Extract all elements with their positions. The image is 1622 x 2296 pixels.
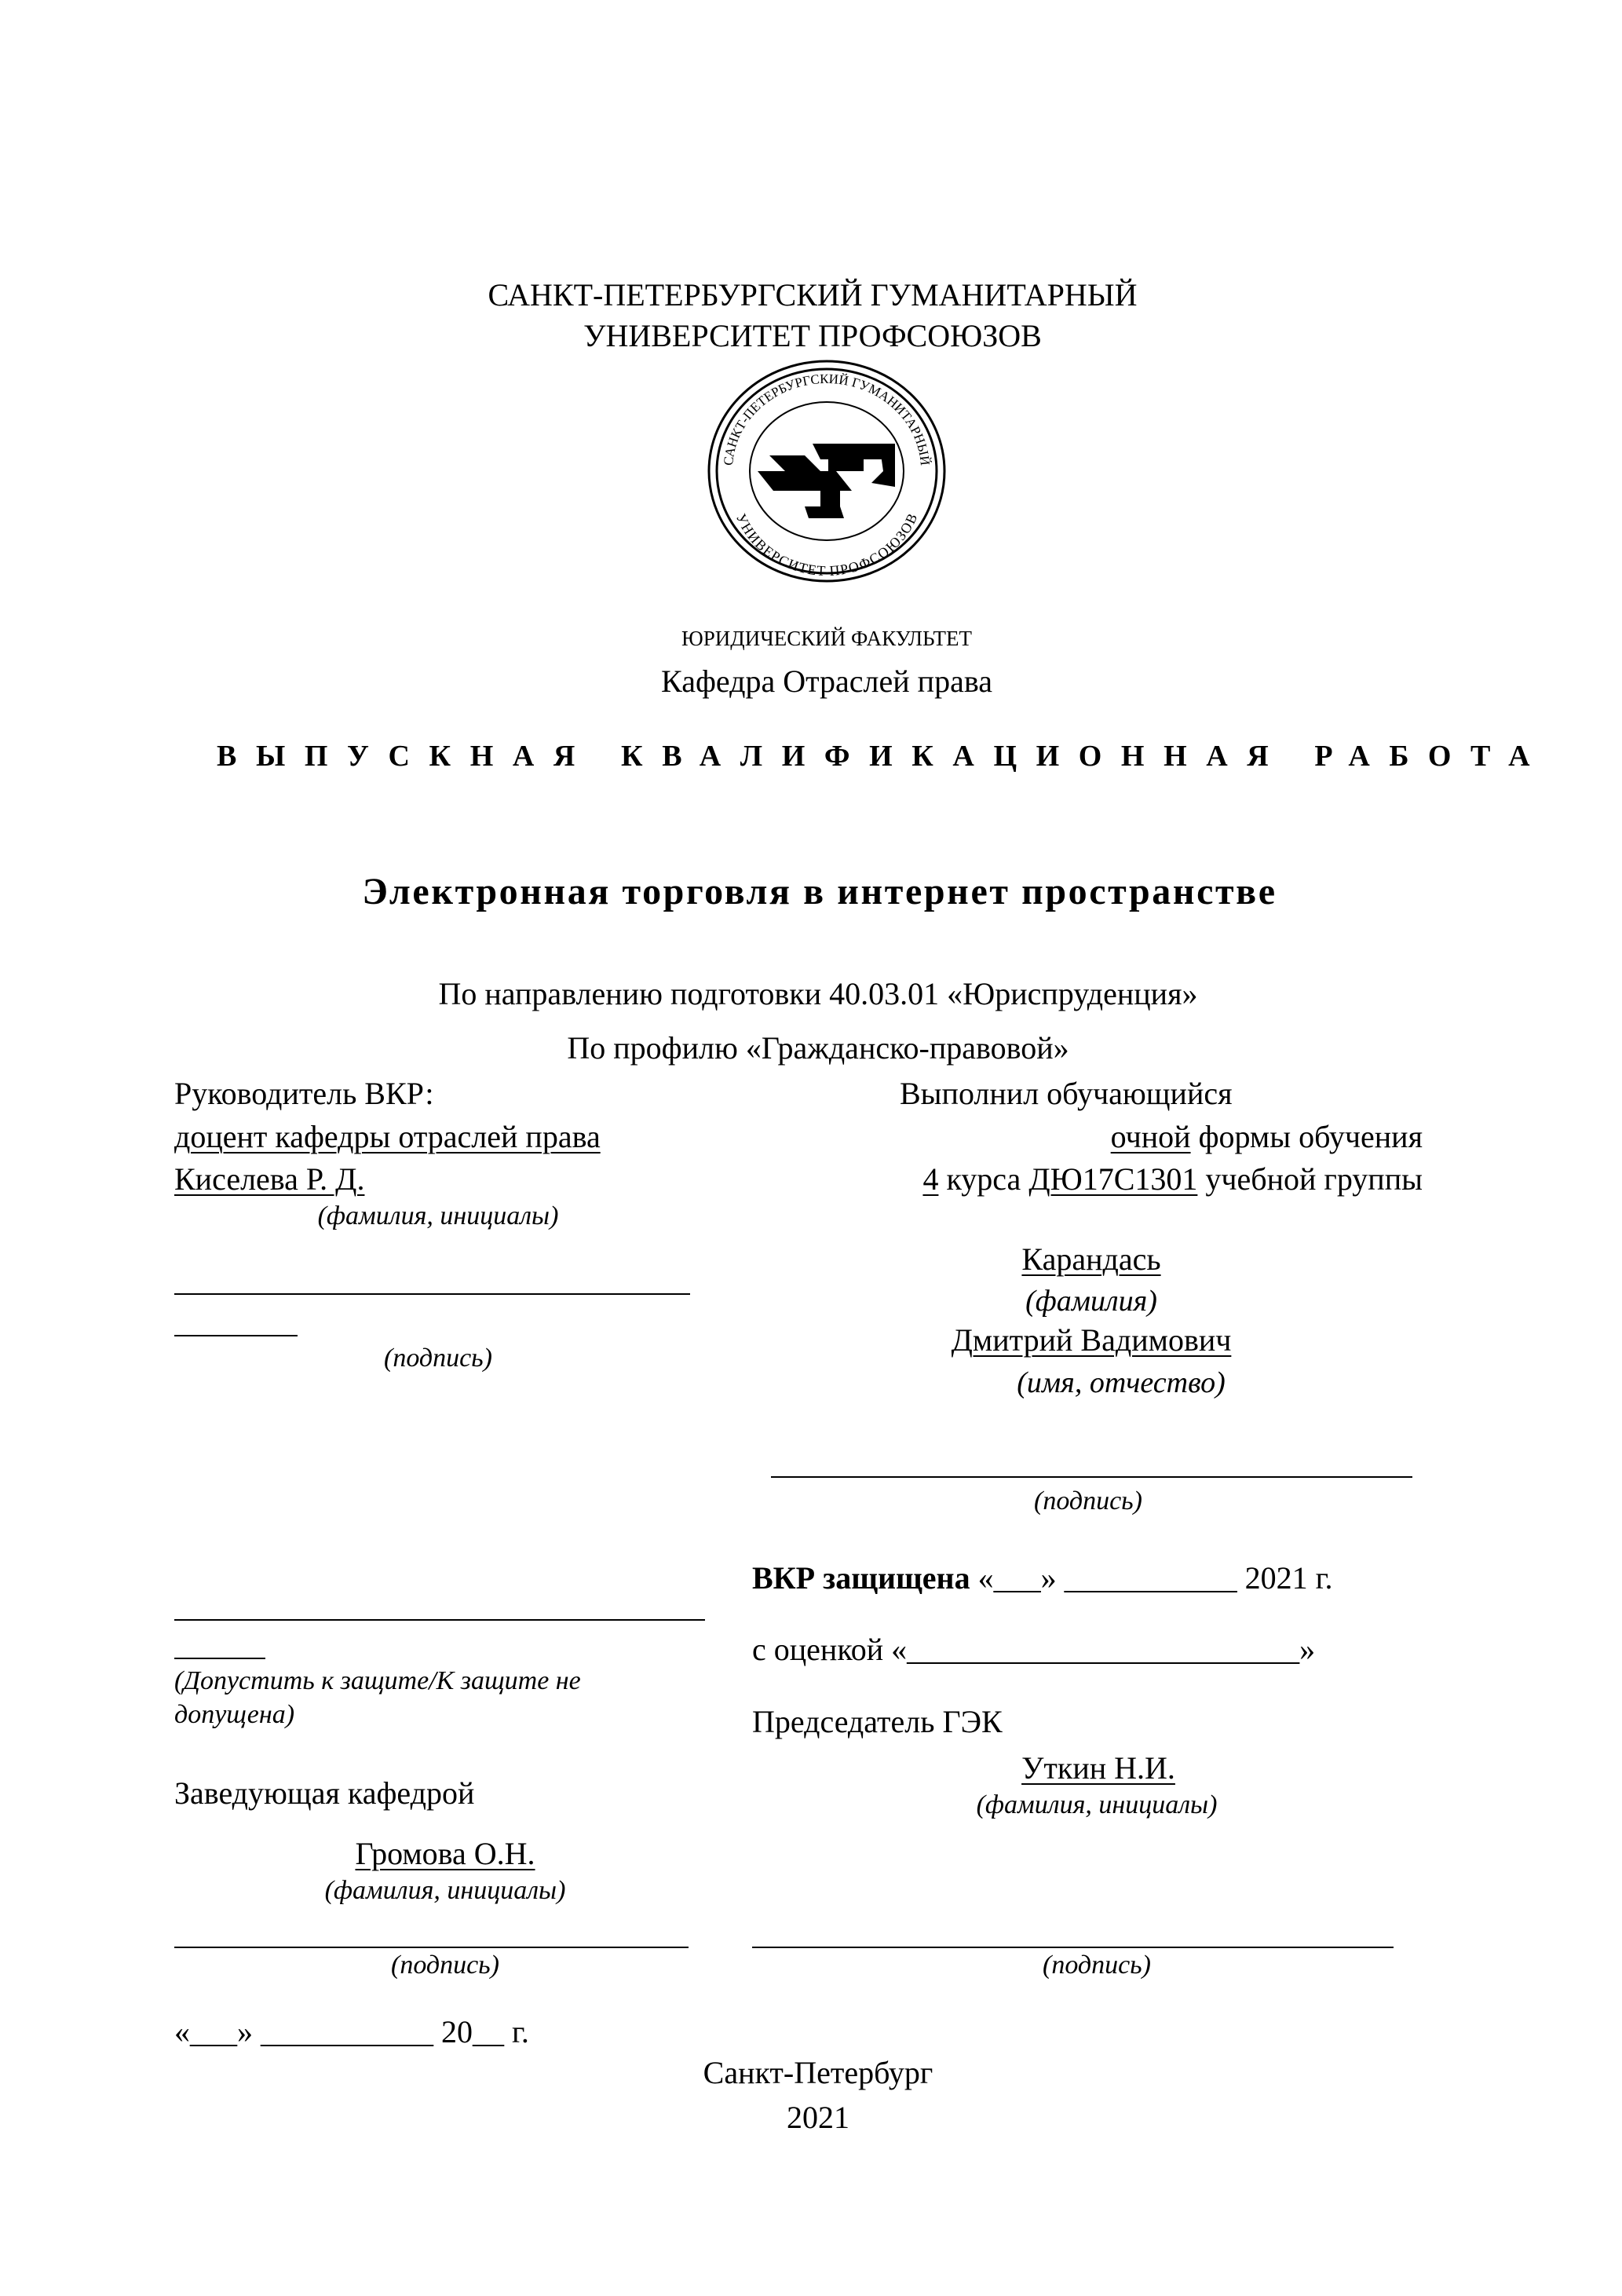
university-name-line2: УНИВЕРСИТЕТ ПРОФСОЮЗОВ <box>583 318 1042 353</box>
defense-date-text: «___» ___________ 2021 г. <box>970 1560 1333 1596</box>
student-signature-caption: (подпись) <box>1034 1486 1142 1515</box>
work-type: ВЫПУСКНАЯ КВАЛИФИКАЦИОННАЯ РАБОТА <box>217 740 1550 773</box>
defense-grade: с оценкой «_________________________» <box>752 1632 1316 1667</box>
study-form-value: очной <box>1110 1119 1191 1154</box>
university-logo <box>703 353 951 589</box>
direction: По направлению подготовки 40.03.01 «Юриспруденция» <box>438 976 1198 1011</box>
profile: По профилю «Гражданско-правовой» <box>567 1030 1069 1066</box>
group-value: ДЮ17С1301 <box>1028 1161 1198 1197</box>
defense-label: ВКР защищена <box>752 1560 970 1596</box>
student-surname-caption: (фамилия) <box>1025 1285 1157 1318</box>
course-value: 4 <box>922 1161 939 1197</box>
supervisor-position: доцент кафедры отраслей права <box>174 1119 601 1154</box>
logo-emblem-icon <box>758 444 895 518</box>
head-of-department-caption: (фамилия, инициалы) <box>324 1876 566 1905</box>
logo-text-bottom: УНИВЕРСИТЕТ ПРОФСОЮЗОВ <box>732 510 921 579</box>
supervisor-signature-caption: (подпись) <box>384 1344 492 1373</box>
supervisor-signature-line-cont <box>174 1335 298 1336</box>
svg-text:УНИВЕРСИТЕТ ПРОФСОЮЗОВ <box>733 511 920 579</box>
university-name-line1: САНКТ-ПЕТЕРБУРГСКИЙ ГУМАНИТАРНЫЙ <box>488 277 1138 313</box>
course-mid: курса <box>938 1161 1029 1197</box>
admission-line <box>174 1619 705 1621</box>
gek-signature-caption: (подпись) <box>1043 1951 1151 1980</box>
gek-chair-label: Председатель ГЭК <box>752 1704 1003 1739</box>
gek-signature-line <box>752 1947 1394 1948</box>
study-form-suffix: формы обучения <box>1190 1119 1423 1154</box>
student-study-form <box>1111 1121 1423 1153</box>
group-suffix: учебной группы <box>1197 1161 1423 1197</box>
admission-date: «___» ___________ 20__ г. <box>174 2014 529 2049</box>
student-given-names: Дмитрий Вадимович <box>951 1322 1232 1358</box>
year: 2021 <box>787 2100 849 2135</box>
student-course-group <box>922 1161 1423 1197</box>
student-given-caption: (имя, отчество) <box>1017 1366 1226 1399</box>
head-signature-line <box>174 1947 689 1948</box>
supervisor-signature-line <box>174 1293 690 1295</box>
head-signature-caption: (подпись) <box>391 1951 499 1980</box>
gek-chair-name: Уткин Н.И. <box>1021 1750 1175 1786</box>
head-of-department-name: Громова О.Н. <box>355 1836 535 1871</box>
department-name: Кафедра Отраслей права <box>661 664 992 699</box>
student-heading: Выполнил обучающийся <box>900 1076 1233 1111</box>
admission-line-cont <box>174 1658 265 1659</box>
supervisor-heading: Руководитель ВКР: <box>174 1076 434 1111</box>
supervisor-name-caption: (фамилия, инициалы) <box>317 1201 559 1230</box>
faculty-name: ЮРИДИЧЕСКИЙ ФАКУЛЬТЕТ <box>681 627 972 650</box>
student-signature-line <box>771 1476 1412 1478</box>
gek-chair-caption: (фамилия, инициалы) <box>976 1790 1218 1819</box>
admission-caption-line1: (Допустить к защите/К защите не <box>174 1666 581 1695</box>
admission-caption-line2: допущена) <box>174 1700 295 1729</box>
supervisor-name: Киселева Р. Д. <box>174 1161 365 1197</box>
head-of-department-label: Заведующая кафедрой <box>174 1775 475 1811</box>
logo-text-top: САНКТ-ПЕТЕРБУРГСКИЙ ГУМАНИТАРНЫЙ <box>721 371 933 466</box>
defense-date <box>752 1560 1333 1596</box>
student-surname: Карандась <box>1021 1241 1161 1277</box>
city: Санкт-Петербург <box>703 2055 933 2090</box>
thesis-title: Электронная торговля в интернет пространстве <box>362 871 1277 912</box>
